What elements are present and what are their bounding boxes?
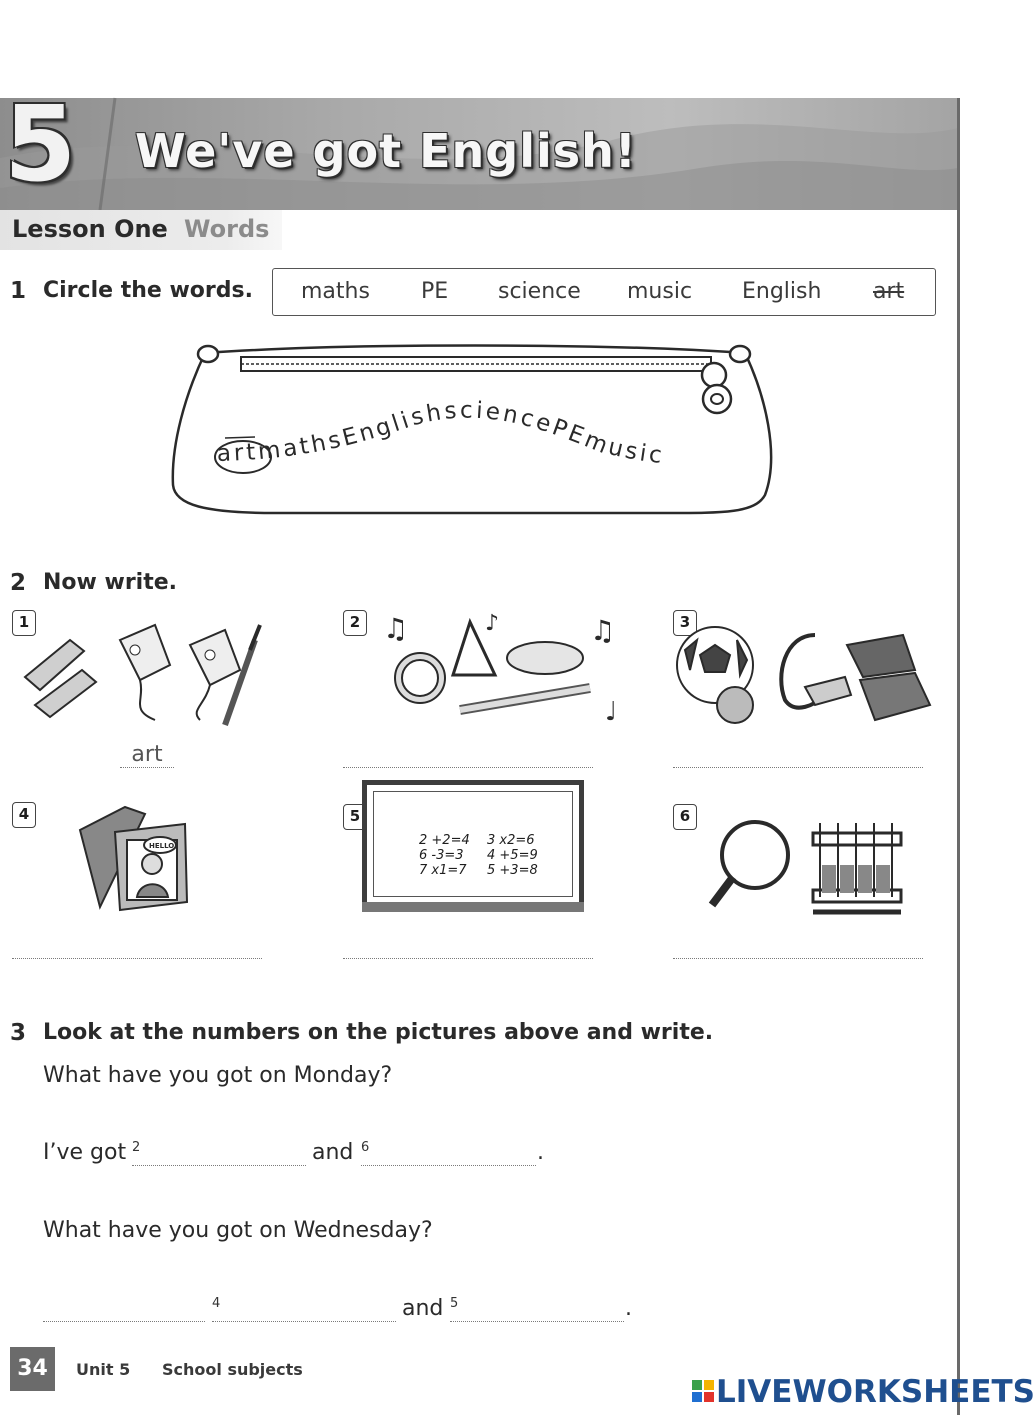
- music-instruments-icon: [375, 610, 625, 728]
- blackboard-sum: 4 +5=9: [487, 848, 538, 863]
- word-bank-item-struck: art: [873, 279, 905, 304]
- sports-equipment-icon: [675, 615, 935, 730]
- picture-number: 6: [673, 804, 697, 830]
- question-wednesday: What have you got on Wednesday?: [43, 1218, 433, 1243]
- answer-monday-ref-2: 6: [361, 1140, 370, 1155]
- answer-wednesday-period: .: [625, 1296, 632, 1321]
- answer-monday-prefix: I’ve got: [43, 1140, 127, 1165]
- answer-monday-line-2[interactable]: [361, 1165, 536, 1166]
- english-book-icon: [75, 802, 195, 914]
- svg-text:♫: ♫: [383, 612, 409, 645]
- page-number: 34: [10, 1347, 55, 1391]
- answer-6-line[interactable]: [673, 958, 923, 959]
- liveworksheets-watermark[interactable]: LIVEWORKSHEETS: [716, 1374, 1035, 1410]
- answer-monday-and: and: [312, 1140, 354, 1165]
- word-bank-item: PE: [421, 279, 449, 304]
- svg-text:♩: ♩: [605, 697, 618, 727]
- unit-title: We've got English!: [135, 124, 637, 178]
- pencil-case-illustration: [165, 335, 785, 520]
- exercise-1-number: 1: [10, 278, 27, 304]
- answer-wednesday-line-1[interactable]: [212, 1321, 396, 1322]
- blackboard-sum: 2 +2=4: [419, 833, 470, 848]
- footer-topic: School subjects: [162, 1360, 303, 1379]
- answer-monday-period: .: [537, 1140, 544, 1165]
- blackboard-sum: 3 x2=6: [487, 833, 535, 848]
- answer-monday-ref-1: 2: [132, 1140, 141, 1155]
- lesson-type: Words: [184, 215, 270, 243]
- book-hello-badge: HELLO: [149, 842, 175, 850]
- art-supplies-icon: [20, 615, 270, 730]
- exercise-3-number: 3: [10, 1020, 27, 1046]
- picture-number: 3: [673, 610, 697, 636]
- blackboard-sum: 5 +3=8: [487, 863, 538, 878]
- lesson-label: Lesson One: [12, 215, 168, 243]
- svg-text:♪: ♪: [485, 611, 500, 636]
- answer-4-line[interactable]: [12, 958, 262, 959]
- answer-wednesday-line-0[interactable]: [43, 1321, 205, 1322]
- blackboard-sum: 6 -3=3: [419, 848, 464, 863]
- answer-wednesday-ref-2: 5: [450, 1296, 459, 1311]
- exercise-3-instruction: Look at the numbers on the pictures above and write.: [43, 1020, 714, 1045]
- maths-blackboard-icon: [362, 780, 584, 912]
- exercise-1-instruction: Circle the words.: [43, 278, 253, 303]
- question-monday: What have you got on Monday?: [43, 1063, 393, 1088]
- footer-unit: Unit 5: [76, 1360, 131, 1379]
- answer-1-text: art: [131, 742, 163, 767]
- picture-number: 5: [343, 804, 367, 830]
- answer-2-line[interactable]: [343, 767, 593, 768]
- answer-wednesday-and: and: [402, 1296, 444, 1321]
- svg-text:♫: ♫: [590, 614, 616, 647]
- word-bank-box: [272, 268, 936, 316]
- word-bank-item: science: [498, 279, 581, 304]
- answer-5-line[interactable]: [343, 958, 593, 959]
- word-bank-item: English: [742, 279, 822, 304]
- answer-wednesday-ref-1: 4: [212, 1296, 221, 1311]
- liveworksheets-logo-icon: [692, 1380, 714, 1402]
- answer-monday-line-1[interactable]: [132, 1165, 306, 1166]
- page-edge-rule: [957, 98, 960, 1415]
- unit-number: 5: [4, 83, 77, 205]
- picture-number: 4: [12, 802, 36, 828]
- answer-1-line[interactable]: [120, 767, 174, 768]
- science-equipment-icon: [700, 815, 910, 915]
- exercise-2-instruction: Now write.: [43, 570, 178, 595]
- picture-number: 1: [12, 610, 36, 636]
- answer-3-line[interactable]: [673, 767, 923, 768]
- word-snake-text: artmathsEnglishsciencePEmusic: [216, 397, 667, 470]
- exercise-2-number: 2: [10, 570, 27, 596]
- word-bank-item: music: [627, 279, 693, 304]
- picture-number: 2: [343, 610, 367, 636]
- word-bank-item: maths: [301, 279, 370, 304]
- blackboard-sum: 7 x1=7: [419, 863, 467, 878]
- answer-wednesday-line-2[interactable]: [450, 1321, 624, 1322]
